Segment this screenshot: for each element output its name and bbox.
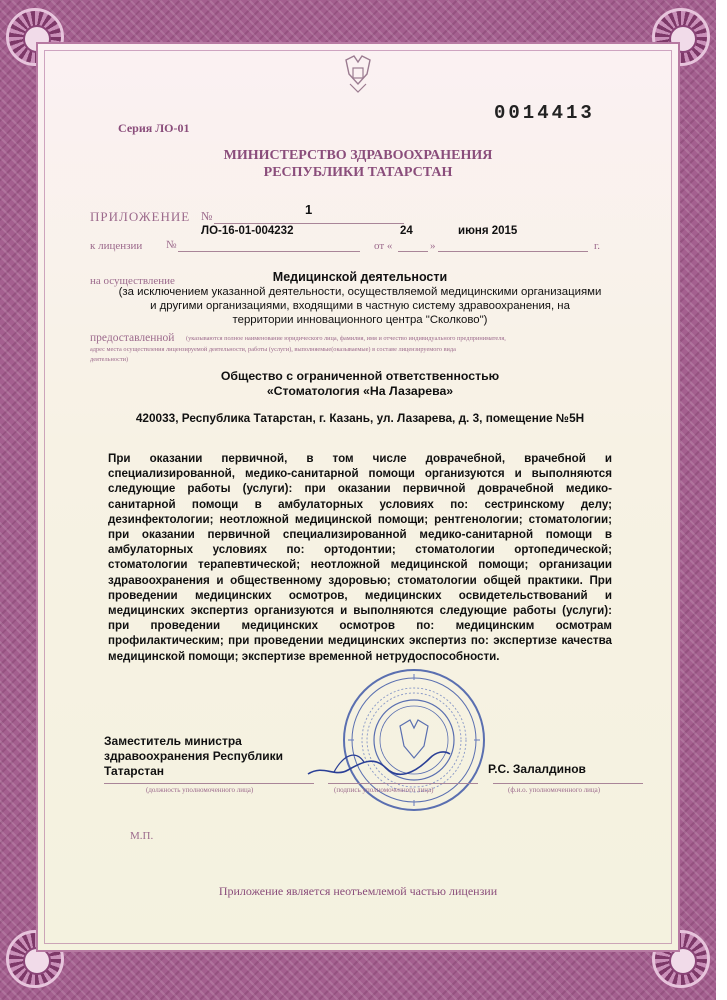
date-quote-close: » bbox=[430, 240, 436, 252]
signatory-position-line2: здравоохранения Республики bbox=[104, 749, 284, 763]
granted-hint-line1: (указываются полное наименование юридического лица, фамилия, имя и отчество индивидуального предпринимателя, bbox=[186, 335, 506, 342]
caption-signature: (подпись уполномоченного лица) bbox=[334, 786, 434, 794]
caption-position: (должность уполномоченного лица) bbox=[146, 786, 254, 794]
granted-hint-line2: адрес места осуществления лицензируемой деятельности, работы (услуги), выполняемые(оказываемые) в составе лицензируемого вида bbox=[90, 346, 456, 353]
appendix-number-line bbox=[214, 223, 404, 224]
signatory-position-line3: Татарстан bbox=[104, 764, 165, 778]
activity-note-line3: территории инновационного центра "Сколково") bbox=[232, 314, 488, 326]
name-caption-line bbox=[493, 783, 643, 784]
organization-line1: Общество с ограниченной ответственностью bbox=[220, 369, 500, 383]
license-number-line bbox=[178, 251, 360, 252]
appendix-label: ПРИЛОЖЕНИЕ bbox=[90, 209, 191, 224]
signatory-name: Р.С. Залалдинов bbox=[488, 762, 586, 776]
footer-note: Приложение является неотъемлемой частью лицензии bbox=[218, 884, 498, 898]
caption-name: (ф.и.о. уполномоченного лица) bbox=[508, 786, 601, 794]
date-month-year: июня 2015 bbox=[458, 225, 518, 237]
handwritten-signature bbox=[304, 734, 454, 784]
seal-place-label: М.П. bbox=[130, 830, 154, 842]
document-body bbox=[36, 42, 680, 952]
position-caption-line bbox=[104, 783, 314, 784]
appendix-number: 1 bbox=[305, 202, 313, 217]
organization-address: 420033, Республика Татарстан, г. Казань, ул. Лазарева, д. 3, помещение №5Н bbox=[135, 411, 585, 425]
ministry-title-line2: РЕСПУБЛИКИ ТАТАРСТАН bbox=[263, 165, 453, 180]
license-label: к лицензии bbox=[90, 240, 143, 252]
organization-line2: «Стоматология «На Лазарева» bbox=[266, 384, 454, 398]
coat-of-arms-emblem bbox=[340, 54, 376, 94]
activity-note-line1: (за исключением указанной деятельности, осуществляемой медицинскими организациями bbox=[118, 286, 602, 298]
license-no-sign: № bbox=[166, 239, 177, 251]
activity-title: Медицинской деятельности bbox=[272, 270, 448, 284]
form-number: 0014413 bbox=[494, 102, 595, 124]
date-day-line bbox=[398, 251, 428, 252]
date-day: 24 bbox=[400, 225, 413, 237]
activity-prefix-label: на осуществление bbox=[90, 275, 175, 287]
granted-label: предоставленной bbox=[90, 332, 175, 344]
ministry-title-line1: МИНИСТЕРСТВО ЗДРАВООХРАНЕНИЯ bbox=[223, 148, 493, 163]
services-paragraph: При оказании первичной, в том числе доврачебной, врачебной и специализированной, медико-санитарной помощи организуются и выполняются следующие работы (услуги): при оказании первичной доврачебной медико-санитарной помощи в амбулаторных условиях по: сестринскому делу; дезинфектологии; неотложной медицинской помощи; рентгенологии; стоматологии; при оказании первичной специализированной медико-санитарной помощи в амбулаторных условиях по: ортодонтии; стоматологии ортопедической; стоматологии терапевтической; неотложной медицинской помощи; организации здравоохранения и общественному здоровью; стоматологии общей практики. При проведении медицинских осмотров, медицинских освидетельствований и медицинских экспертиз организуются и выполняются следующие работы (услуги): при проведении медицинских осмотров по: медицинским осмотрам профилактическим; при проведении медицинских экспертиз по: экспертизе качества медицинской помощи; экспертизе временной нетрудоспособности. bbox=[108, 452, 612, 663]
granted-hint-line3: деятельности) bbox=[90, 356, 129, 363]
signature-caption-line bbox=[328, 783, 478, 784]
date-month-line bbox=[438, 251, 588, 252]
date-from-label: от « bbox=[374, 240, 393, 252]
date-year-suffix: г. bbox=[594, 240, 601, 252]
signatory-position-line1: Заместитель министра bbox=[104, 734, 242, 748]
series-label: Серия ЛО-01 bbox=[118, 121, 190, 135]
activity-note-line2: и другими организациями, входящими в частную систему здравоохранения, на bbox=[150, 300, 570, 312]
license-number: ЛО-16-01-004232 bbox=[201, 225, 294, 237]
appendix-no-sign: № bbox=[201, 209, 213, 223]
